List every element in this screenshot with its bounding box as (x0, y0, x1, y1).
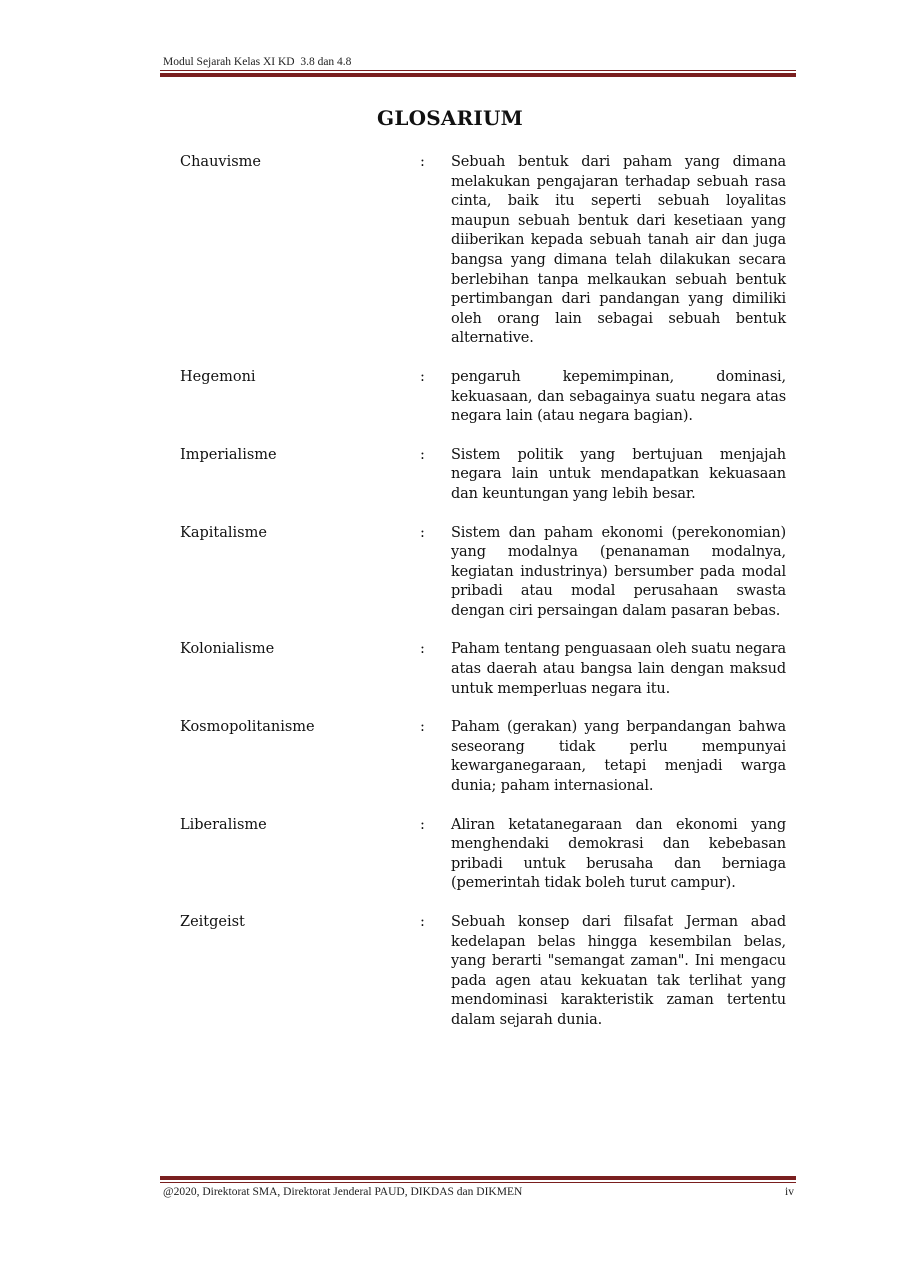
glossary-term: Kapitalisme (180, 524, 267, 541)
glossary-definition: Sistem politik yang bertujuan menjajah negara lain untuk mendapatkan kekuasaan dan keuntungan yang lebih besar. (451, 446, 786, 502)
glossary-entry (180, 524, 786, 622)
footer-rule-thick (160, 1176, 796, 1180)
glossary-entry (180, 718, 786, 796)
glossary-separator: : (420, 816, 425, 833)
glossary-definition: Paham tentang penguasaan oleh suatu negara atas daerah atau bangsa lain dengan maksud untuk memperluas negara itu. (451, 641, 786, 697)
glossary-entry (180, 153, 786, 349)
glossary-definition: Aliran ketatanegaraan dan ekonomi yang menghendaki demokrasi dan kebebasan pribadi untuk berusaha dan berniaga (pemerintah tidak boleh turut campur). (451, 816, 786, 892)
glossary-term: Kosmopolitanisme (180, 719, 315, 736)
glossary-separator: : (420, 446, 425, 463)
glossary-definition: Sistem dan paham ekonomi (perekonomian) yang modalnya (penanaman modalnya, kegiatan industrinya) bersumber pada modal pribadi atau modal perusahaan swasta dengan ciri persaingan dalam pasaran bebas. (451, 524, 786, 619)
footer-rule-thin (160, 1182, 796, 1183)
glossary-definition: Sebuah konsep dari filsafat Jerman abad kedelapan belas hingga kesembilan belas, yang berarti "semangat zaman". Ini mengacu pada agen atau kekuatan tak terlihat yang mendominasi karakteristik zaman tertentu dalam sejarah dunia. (451, 914, 786, 1028)
page-title: GLOSARIUM (377, 106, 523, 130)
glossary-entry (180, 640, 786, 699)
glossary-term: Chauvisme (180, 154, 262, 170)
glossary-term: Hegemoni (180, 368, 256, 385)
glossary-separator: : (420, 719, 425, 736)
footer-text: @2020, Direktorat SMA, Direktorat Jenderal PAUD, DIKDAS dan DIKMEN (163, 1186, 523, 1198)
page-number: iv (785, 1186, 794, 1198)
glossary-separator: : (420, 641, 425, 658)
running-header: Modul Sejarah Kelas XI KD 3.8 dan 4.8 (163, 56, 352, 68)
glossary-definition: Sebuah bentuk dari paham yang dimana melakukan pengajaran terhadap sebuah rasa cinta, baik itu seperti sebuah loyalitas maupun sebuah bentuk dari kesetiaan yang diiberikan kepada sebuah tanah air dan juga bangsa yang dimana telah dilakukan secara berlebihan tanpa melkaukan sebuah bentuk pertimbangan dari pandangan yang dimiliki oleh orang lain sebagai sebuah bentuk alternative. (451, 154, 786, 347)
glossary-term: Zeitgeist (180, 914, 245, 930)
glossary-term: Kolonialisme (180, 641, 275, 658)
glossary-definition: Paham (gerakan) yang berpandangan bahwa seseorang tidak perlu mempunyai kewarganegaraan, tetapi menjadi warga dunia; paham internasional. (451, 719, 786, 795)
header-rule-thick (160, 73, 796, 77)
glossary-entry (180, 446, 786, 505)
glossary-separator: : (420, 368, 425, 385)
glossary-separator: : (420, 914, 425, 930)
glossary-definition: pengaruh kepemimpinan, dominasi, kekuasaan, dan sebagainya suatu negara atas negara lain (atau negara bagian). (451, 368, 786, 425)
glossary-separator: : (420, 524, 425, 541)
glossary-entry (180, 816, 786, 894)
header-rule-thin (160, 70, 796, 71)
glossary-separator: : (420, 154, 425, 170)
glossary-term: Liberalisme (180, 816, 267, 833)
glossary-entry (180, 913, 786, 1031)
glossary-entry (180, 368, 786, 427)
glossary-list (180, 153, 786, 1050)
glossary-term: Imperialisme (180, 446, 277, 463)
